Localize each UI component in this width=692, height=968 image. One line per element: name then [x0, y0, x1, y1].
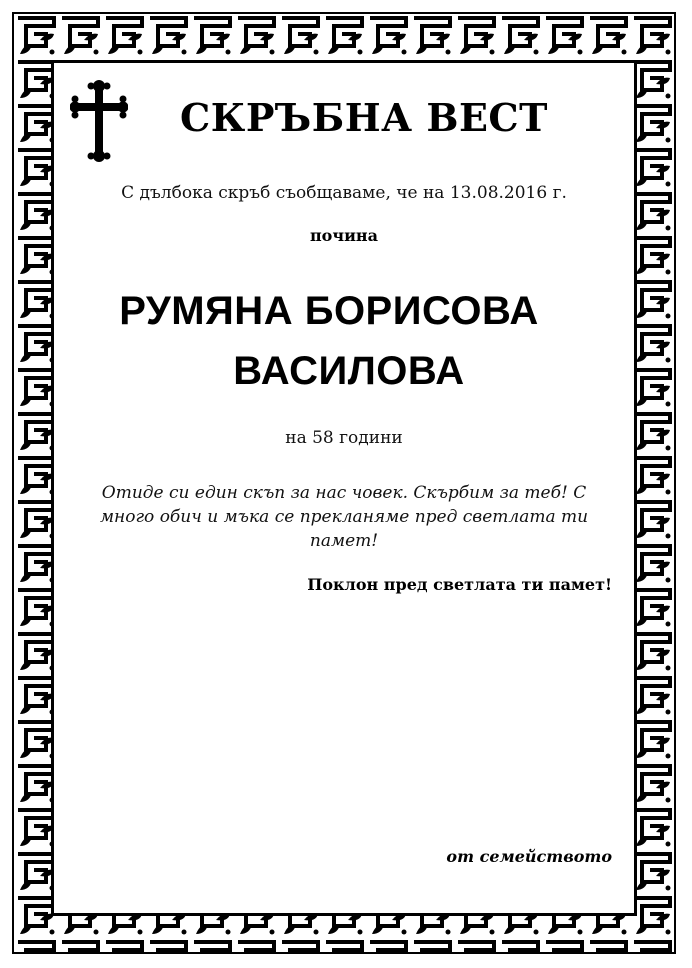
deceased-name-line2: ВАСИЛОВА — [233, 349, 465, 393]
intro-text: С дълбока скръб съобщаваме, че на 13.08.2016 г. — [121, 183, 567, 203]
bow-text: Поклон пред светлата ти памет! — [307, 575, 612, 594]
deceased-name-line1: РУМЯНА БОРИСОВА — [119, 289, 539, 333]
passed-text: почина — [309, 226, 379, 245]
epitaph-text: Отиде си един скъп за нас човек. Скърбим за теб! С много обич и мъка се прекланяме пред светлата ти памет! — [99, 483, 589, 551]
signature-text: от семейството — [446, 847, 612, 866]
notice-card — [51, 60, 637, 916]
notice-title: СКРЪБНА ВЕСТ — [180, 95, 548, 140]
age-text: на 58 години — [285, 428, 403, 448]
